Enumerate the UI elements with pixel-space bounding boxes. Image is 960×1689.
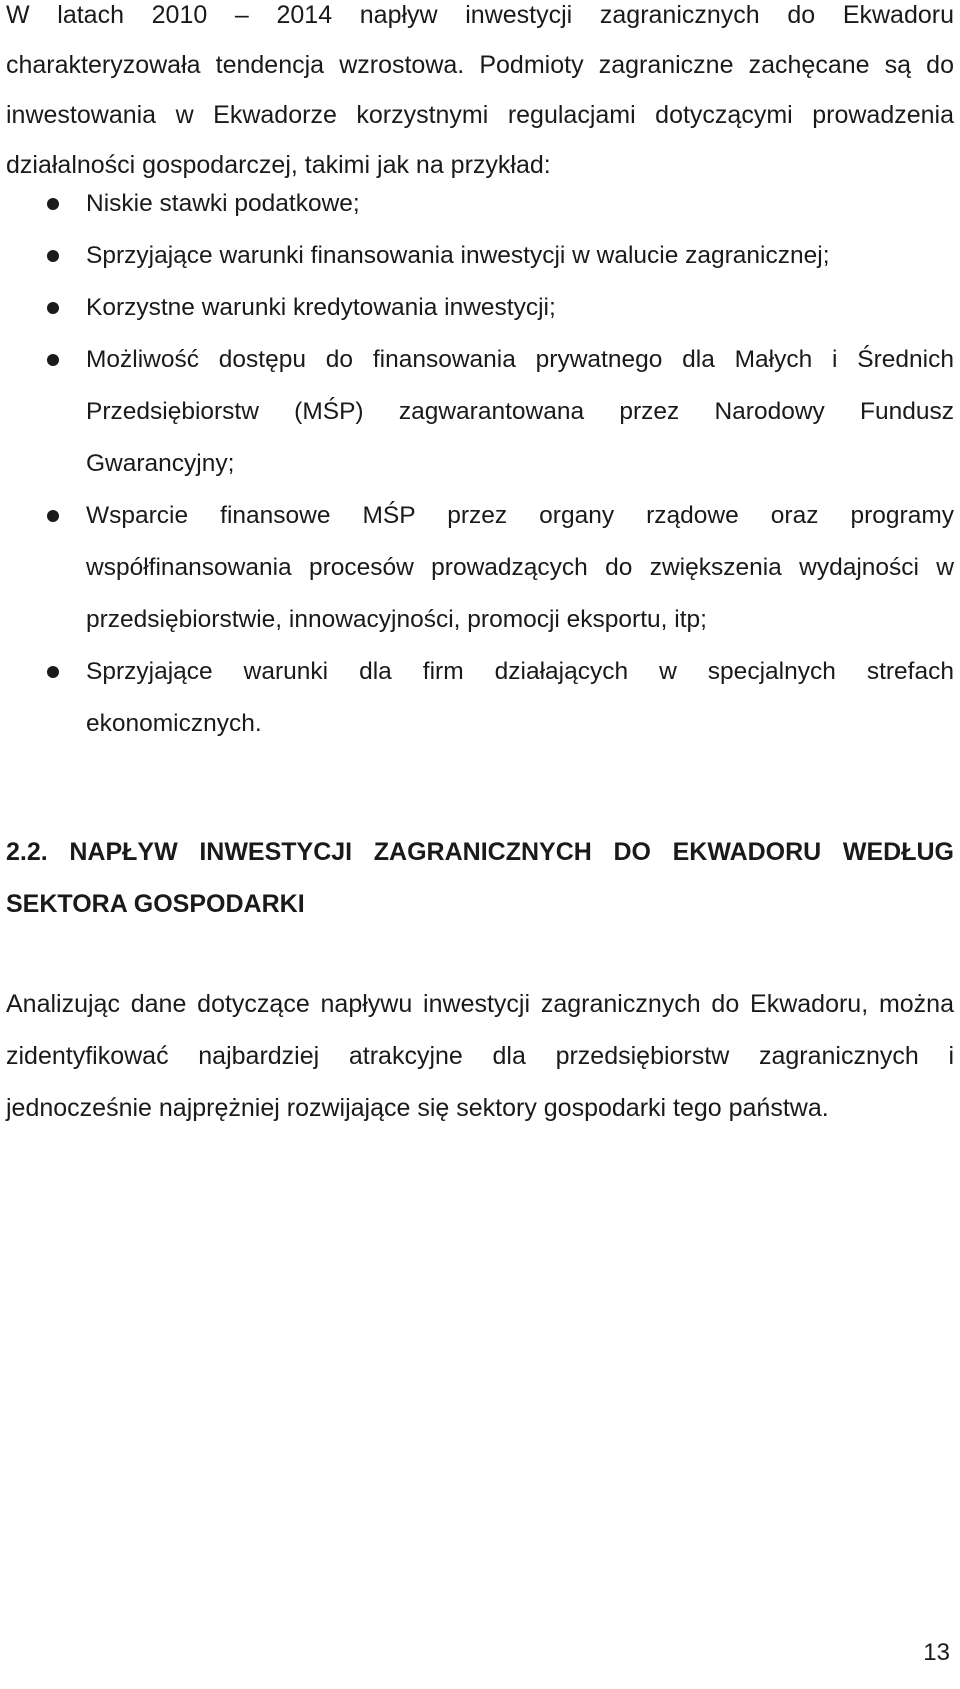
list-item-text: Wsparcie finansowe MŚP przez organy rządowe oraz programy współfinansowania procesów prowadzących do zwiększenia wydajności w przedsiębiorstwie, innowacyjności, promocji eksportu, itp; (86, 502, 954, 633)
list-item (0, 178, 960, 230)
list-item (0, 646, 960, 750)
list-item-text: Korzystne warunki kredytowania inwestycji; (86, 294, 556, 321)
bullet-icon (47, 250, 59, 262)
bullet-icon (47, 302, 59, 314)
list-item (0, 282, 960, 334)
list-item-text: Możliwość dostępu do finansowania prywatnego dla Małych i Średnich Przedsiębiorstw (MŚP) zagwarantowana przez Narodowy Fundusz Gwarancyjny; (86, 346, 954, 477)
bullet-icon (47, 354, 59, 366)
list-item-text: Sprzyjające warunki finansowania inwestycji w walucie zagranicznej; (86, 242, 830, 269)
advantages-list (0, 178, 960, 750)
bullet-icon (47, 198, 59, 210)
bullet-icon (47, 666, 59, 678)
body-paragraph: Analizując dane dotyczące napływu inwestycji zagranicznych do Ekwadoru, można zidentyfikować najbardziej atrakcyjne dla przedsiębiorstw zagranicznych i jednocześnie najprężniej rozwijające się sektory gospodarki tego państwa. (6, 990, 954, 1122)
list-item-text: Niskie stawki podatkowe; (86, 190, 360, 217)
list-item-text: Sprzyjające warunki dla firm działających w specjalnych strefach ekonomicznych. (86, 658, 954, 737)
list-item (0, 230, 960, 282)
list-item (0, 334, 960, 490)
intro-paragraph: W latach 2010 – 2014 napływ inwestycji zagranicznych do Ekwadoru charakteryzowała tendencja wzrostowa. Podmioty zagraniczne zachęcane są do inwestowania w Ekwadorze korzystnymi regulacjami dotyczącymi prowadzenia działalności gospodarczej, takimi jak na przykład: (6, 1, 954, 179)
section-heading: 2.2. NAPŁYW INWESTYCJI ZAGRANICZNYCH DO EKWADORU WEDŁUG SEKTORA GOSPODARKI (6, 838, 954, 918)
bullet-icon (47, 510, 59, 522)
page-number: 13 (923, 1639, 950, 1666)
list-item (0, 490, 960, 646)
